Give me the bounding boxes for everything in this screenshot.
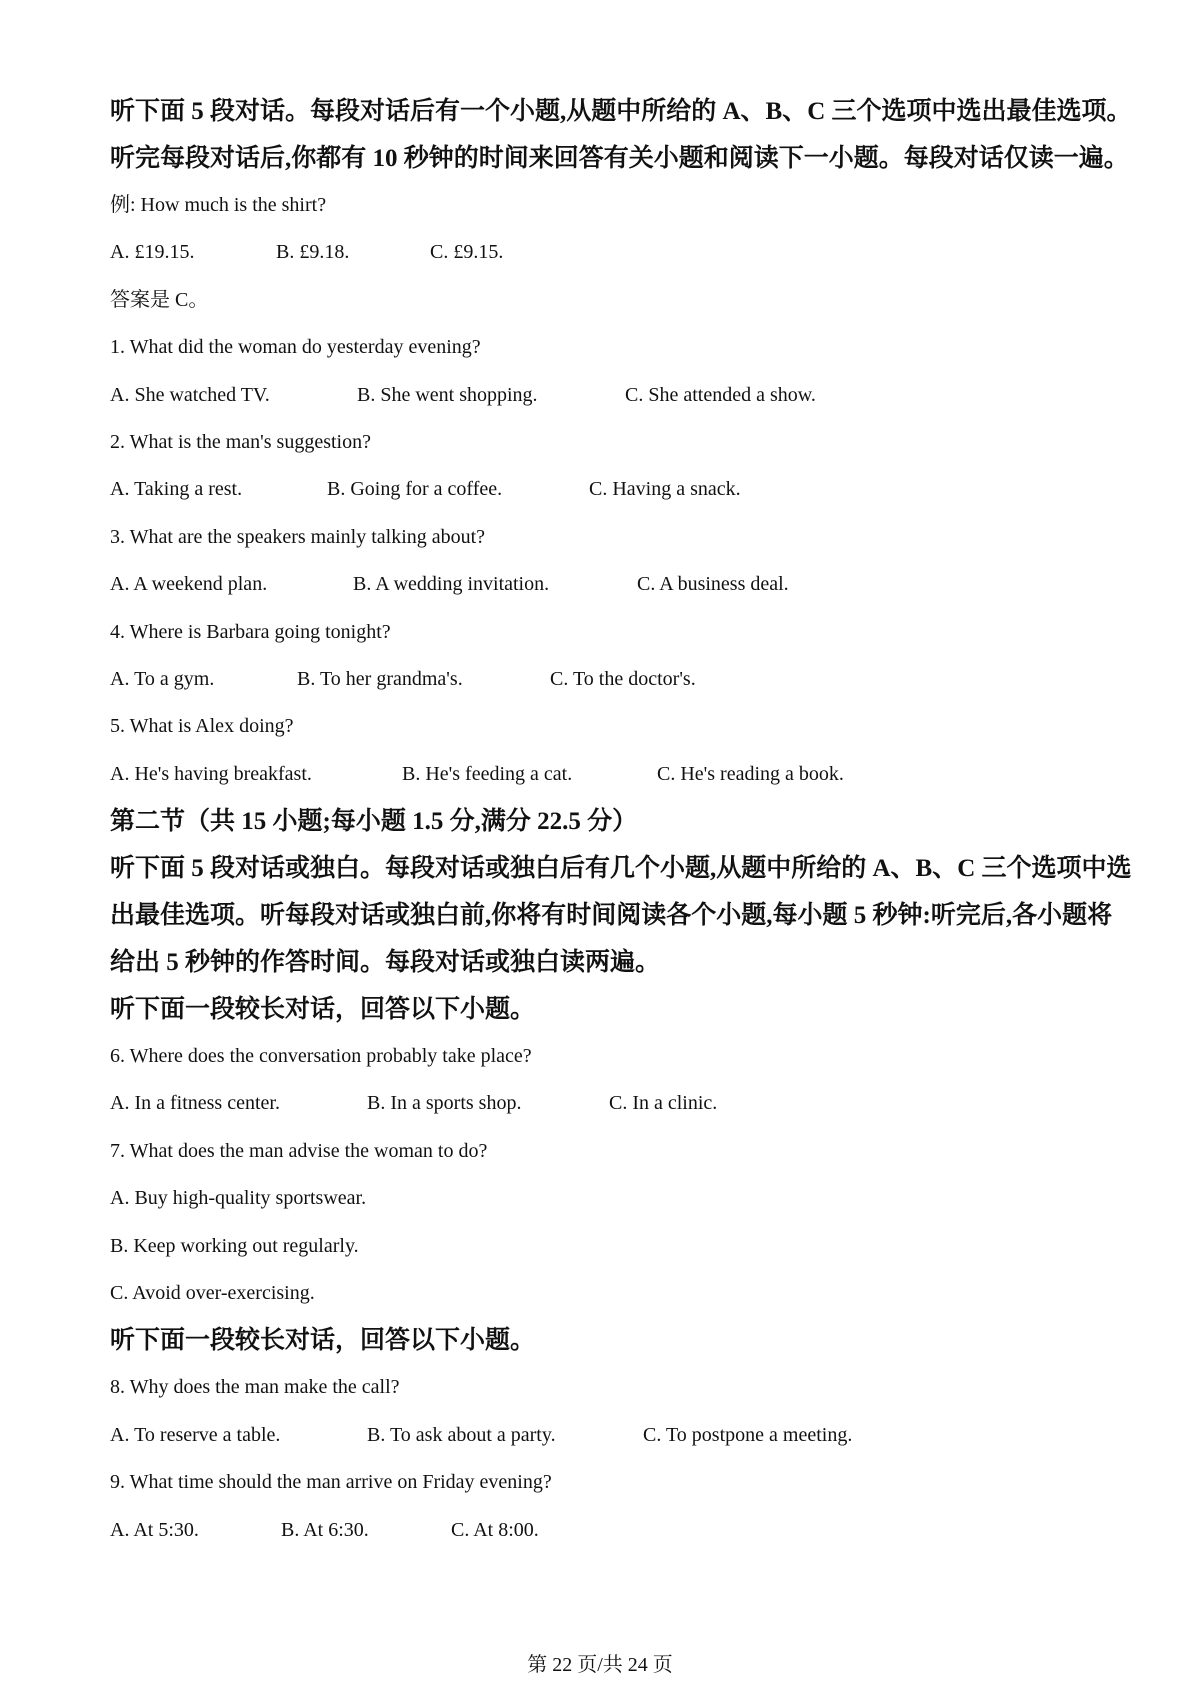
document-page xyxy=(110,88,1132,1554)
example-answer: 答案是 C。 xyxy=(110,288,209,311)
dialogue2-heading: 听下面一段较长对话，回答以下小题。 xyxy=(110,1327,536,1355)
example-question: 例: How much is the shirt? xyxy=(110,194,327,216)
question-3: 3. What are the speakers mainly talking about? xyxy=(110,525,486,548)
q6-option-a: A. In a fitness center. xyxy=(110,1092,280,1115)
question-4-options xyxy=(110,656,1105,703)
page-number: 第 22 页/共 24 页 xyxy=(527,1654,673,1676)
q9-option-c: C. At 8:00. xyxy=(451,1518,539,1541)
example-option-b: B. £9.18. xyxy=(276,241,350,264)
question-4: 4. Where is Barbara going tonight? xyxy=(110,620,391,643)
example-option-a: A. £19.15. xyxy=(110,241,195,264)
question-1-options xyxy=(110,372,1105,419)
q9-option-a: A. At 5:30. xyxy=(110,1518,199,1541)
section2-instruction-line2: 出最佳选项。听每段对话或独白前,你将有时间阅读各个小题,每小题 5 秒钟:听完后,各小题将 xyxy=(110,902,1113,930)
q3-option-b: B. A wedding invitation. xyxy=(353,573,550,596)
q6-option-c: C. In a clinic. xyxy=(609,1092,718,1115)
question-6: 6. Where does the conversation probably take place? xyxy=(110,1045,532,1068)
q8-option-c: C. To postpone a meeting. xyxy=(643,1423,853,1446)
q6-option-b: B. In a sports shop. xyxy=(367,1092,522,1115)
question-2-options xyxy=(110,466,1105,513)
section2-instruction-line1: 听下面 5 段对话或独白。每段对话或独白后有几个小题,从题中所给的 A、B、C 三个选项中选 xyxy=(110,855,1132,883)
dialogue1-heading: 听下面一段较长对话，回答以下小题。 xyxy=(110,996,536,1024)
section1-instruction-line2: 听完每段对话后,你都有 10 秒钟的时间来回答有关小题和阅读下一小题。每段对话仅读一遍。 xyxy=(110,145,1129,172)
q7-option-c: C. Avoid over-exercising. xyxy=(110,1282,315,1305)
question-1: 1. What did the woman do yesterday evening? xyxy=(110,336,481,359)
q5-option-b: B. He's feeding a cat. xyxy=(402,762,573,785)
question-3-options xyxy=(110,561,1105,608)
q5-option-c: C. He's reading a book. xyxy=(657,762,844,785)
question-6-options xyxy=(110,1080,1105,1127)
q7-option-a: A. Buy high-quality sportswear. xyxy=(110,1187,367,1210)
q3-option-a: A. A weekend plan. xyxy=(110,573,268,596)
section2-instruction-line3: 给出 5 秒钟的作答时间。每段对话或独白读两遍。 xyxy=(110,949,661,977)
question-8-options xyxy=(110,1412,1105,1459)
q4-option-b: B. To her grandma's. xyxy=(297,667,463,690)
q4-option-c: C. To the doctor's. xyxy=(550,667,696,690)
example-options xyxy=(110,229,1105,276)
question-5: 5. What is Alex doing? xyxy=(110,715,294,738)
question-7: 7. What does the man advise the woman to do? xyxy=(110,1139,488,1162)
question-8: 8. Why does the man make the call? xyxy=(110,1376,400,1399)
q7-option-b: B. Keep working out regularly. xyxy=(110,1234,359,1257)
section2-heading: 第二节（共 15 小题;每小题 1.5 分,满分 22.5 分） xyxy=(110,808,638,836)
q2-option-a: A. Taking a rest. xyxy=(110,478,243,501)
q3-option-c: C. A business deal. xyxy=(637,573,789,596)
question-9-options xyxy=(110,1507,1105,1554)
q2-option-c: C. Having a snack. xyxy=(589,478,741,501)
section1-instruction-line1: 听下面 5 段对话。每段对话后有一个小题,从题中所给的 A、B、C 三个选项中选出最佳选项。 xyxy=(110,98,1132,125)
q4-option-a: A. To a gym. xyxy=(110,667,215,690)
question-5-options xyxy=(110,751,1105,798)
q1-option-a: A. She watched TV. xyxy=(110,383,270,406)
example-option-c: C. £9.15. xyxy=(430,241,504,264)
q1-option-b: B. She went shopping. xyxy=(357,383,538,406)
q9-option-b: B. At 6:30. xyxy=(281,1518,369,1541)
q8-option-b: B. To ask about a party. xyxy=(367,1423,556,1446)
q2-option-b: B. Going for a coffee. xyxy=(327,478,503,501)
q1-option-c: C. She attended a show. xyxy=(625,383,816,406)
question-2: 2. What is the man's suggestion? xyxy=(110,430,371,453)
q8-option-a: A. To reserve a table. xyxy=(110,1423,281,1446)
q5-option-a: A. He's having breakfast. xyxy=(110,762,312,785)
question-9: 9. What time should the man arrive on Friday evening? xyxy=(110,1471,552,1494)
